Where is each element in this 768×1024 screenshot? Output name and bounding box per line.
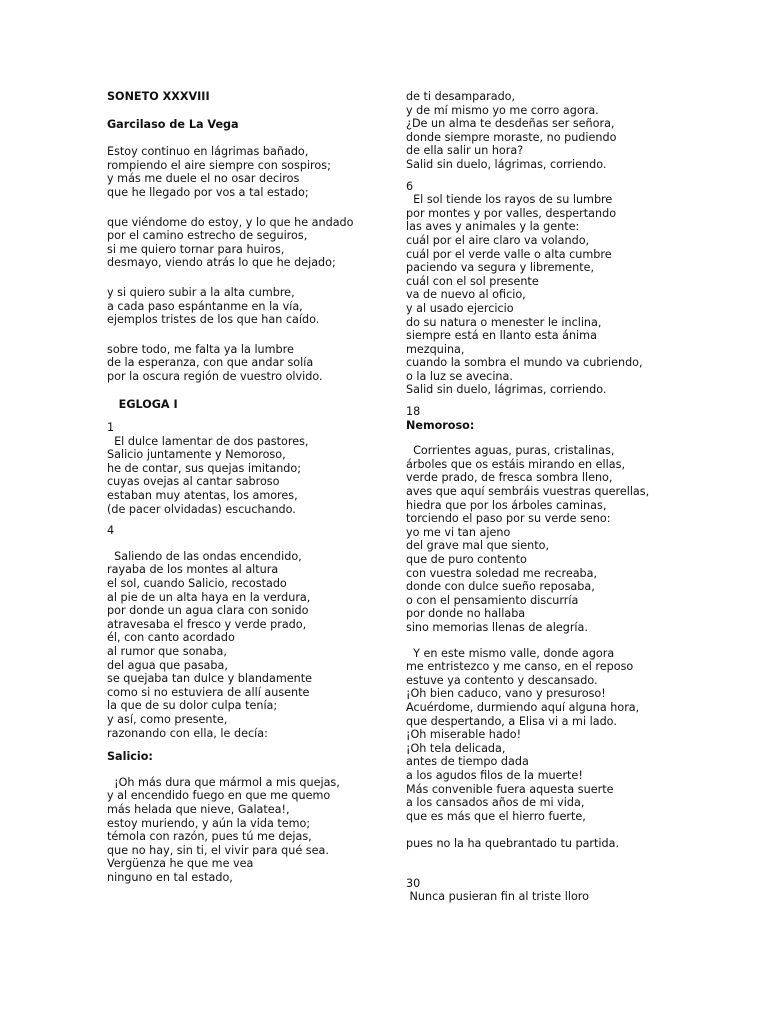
text-line: a cada paso espántanme en la vía, — [107, 299, 303, 313]
text-line: 6 — [406, 179, 414, 193]
text-line: por la oscura región de vuestro olvido. — [107, 369, 323, 383]
text-line: Corrientes aguas, puras, cristalinas, — [406, 444, 615, 458]
text-line: la que de su dolor culpa tenía; — [107, 699, 278, 713]
text-line: cuyas ovejas al cantar sabroso — [107, 475, 280, 489]
text-line: Saliendo de las ondas encendido, — [107, 549, 302, 563]
text-line: 30 — [406, 876, 421, 890]
text-line: de ella salir un hora? — [406, 144, 524, 158]
text-line: sobre todo, me falta ya la lumbre — [107, 342, 294, 356]
text-line: Acuérdome, durmiendo aquí alguna hora, — [406, 700, 640, 714]
line-spacer — [406, 635, 676, 647]
text-line: rompiendo el aire siempre con sospiros; — [107, 158, 331, 172]
text-line: más helada que nieve, Galatea!, — [107, 802, 290, 816]
text-line: yo me vi tan ajeno — [406, 525, 511, 539]
text-line: sino memorias llenas de alegría. — [406, 620, 588, 634]
heading-line: SONETO XXXVIII — [107, 90, 210, 103]
line-spacer — [107, 131, 377, 145]
text-line: cuando la sombra el mundo va cubriendo, — [406, 356, 643, 370]
text-line: o la luz se avecina. — [406, 369, 513, 383]
text-line: que no hay, sin ti, el vivir para qué sea. — [107, 843, 329, 857]
text-line: estoy muriendo, y aún la vida temo; — [107, 816, 311, 830]
text-line: y así, como presente, — [107, 712, 228, 726]
text-line: al pie de un alta haya en la verdura, — [107, 590, 311, 604]
text-line: que de puro contento — [406, 553, 527, 566]
left-text-column — [107, 90, 377, 885]
text-line: atravesaba el fresco y verde prado, — [107, 617, 307, 631]
text-line: he de contar, sus quejas imitando; — [107, 461, 302, 475]
text-line: ¡Oh tela delicada, — [406, 741, 506, 755]
heading-line: Salicio: — [107, 750, 153, 764]
text-line: cuál por el verde valle o alta cumbre — [406, 247, 612, 261]
text-line: que despertando, a Elisa vi a mi lado. — [406, 714, 617, 728]
text-line: por montes y por valles, despertando — [406, 206, 617, 220]
text-line: de la esperanza, con que andar solía — [107, 356, 314, 370]
text-line: do su natura o menester le inclina, — [406, 315, 602, 329]
text-line: por donde no hallaba — [406, 607, 526, 621]
text-line: va de nuevo al oficio, — [406, 288, 526, 302]
text-line: y al usado ejercicio — [406, 301, 514, 315]
line-spacer — [406, 397, 676, 405]
text-line: si me quiero tornar para huiros, — [107, 242, 285, 256]
text-line: 1 — [107, 421, 115, 435]
line-spacer — [406, 823, 676, 837]
text-line: torciendo el paso por su verde seno: — [406, 512, 611, 526]
line-spacer — [406, 172, 676, 180]
line-spacer — [107, 270, 377, 286]
text-line: el sol, cuando Salicio, recostado — [107, 577, 287, 591]
text-line: hiedra que por los árboles caminas, — [406, 498, 607, 512]
heading-line: Nemoroso: — [406, 418, 475, 432]
text-line: y si quiero subir a la alta cumbre, — [107, 285, 295, 299]
text-line: donde con dulce sueño reposaba, — [406, 580, 595, 594]
text-line: o con el pensamiento discurría — [406, 593, 579, 607]
text-line: cuál con el sol presente — [406, 274, 539, 288]
text-line: ¡Oh bien caduco, vano y presuroso! — [406, 687, 606, 701]
text-line: estaban muy atentas, los amores, — [107, 489, 298, 503]
text-line: donde siempre moraste, no pudiendo — [406, 130, 617, 144]
text-line: a los agudos filos de la muerte! — [406, 768, 583, 782]
text-line: desmayo, viendo atrás lo que he dejado; — [107, 256, 336, 270]
text-line: que viéndome do estoy, y lo que he andado — [107, 215, 354, 229]
text-line: y más me duele el no osar deciros — [107, 172, 300, 186]
text-line: a los cansados años de mi vida, — [406, 796, 585, 810]
text-line: aves que aquí sembráis vuestras querellas, — [406, 485, 650, 499]
line-spacer — [406, 432, 676, 444]
text-line: que he llegado por vos a tal estado; — [107, 185, 309, 199]
text-line: antes de tiempo dada — [406, 755, 529, 769]
text-line: paciendo va segura y libremente, — [406, 261, 595, 275]
text-line: Salicio juntamente y Nemoroso, — [107, 448, 286, 462]
text-line: ¡Oh más dura que mármol a mis quejas, — [107, 775, 340, 789]
line-spacer — [406, 851, 676, 877]
line-spacer — [107, 538, 377, 550]
line-spacer — [107, 764, 377, 776]
line-spacer — [107, 104, 377, 118]
text-line: Más convenible fuera aquesta suerte — [406, 782, 614, 796]
text-line: del agua que pasaba, — [107, 658, 228, 672]
text-line: las aves y animales y la gente: — [406, 220, 580, 234]
text-line: de ti desamparado, — [406, 90, 516, 103]
text-line: razonando con ella, le decía: — [107, 726, 268, 740]
text-line: Estoy continuo en lágrimas bañado, — [107, 145, 309, 159]
text-line: ejemplos tristes de los que han caído. — [107, 313, 320, 327]
line-spacer — [107, 384, 377, 398]
text-line: (de pacer olvidadas) escuchando. — [107, 502, 296, 516]
text-line: témola con razón, pues tú me dejas, — [107, 830, 312, 844]
text-line: del grave mal que siento, — [406, 539, 550, 553]
text-line: y al encendido fuego en que me quemo — [107, 789, 331, 803]
text-line: verde prado, de fresca sombra lleno, — [406, 471, 613, 485]
text-line: que es más que el hierro fuerte, — [406, 809, 586, 823]
heading-line: EGLOGA I — [107, 397, 178, 411]
text-line: Nunca pusieran fin al triste lloro — [406, 890, 590, 904]
text-line: él, con canto acordado — [107, 631, 235, 645]
text-line: 18 — [406, 405, 421, 419]
text-line: rayaba de los montes al altura — [107, 563, 279, 577]
text-line: Y en este mismo valle, donde agora — [406, 646, 615, 660]
text-line: por el camino estrecho de seguiros, — [107, 229, 308, 243]
text-line: me entristezco y me canso, en el reposo — [406, 660, 634, 674]
text-line: ¿De un alma te desdeñas ser señora, — [406, 117, 615, 131]
text-line: mezquina, — [406, 342, 465, 356]
text-line: El sol tiende los rayos de su lumbre — [406, 193, 613, 207]
text-line: siempre está en llanto esta ánima — [406, 329, 597, 343]
text-line: al rumor que sonaba, — [107, 645, 227, 658]
line-spacer — [107, 327, 377, 343]
text-line: como si no estuviera de allí ausente — [107, 685, 310, 699]
text-line: 4 — [107, 524, 115, 538]
text-line: Vergüenza he que me vea — [107, 857, 254, 871]
text-line: con vuestra soledad me recreaba, — [406, 566, 598, 580]
text-line: por donde un agua clara con sonido — [107, 604, 309, 618]
text-line: El dulce lamentar de dos pastores, — [107, 434, 309, 448]
text-line: y de mí mismo yo me corro agora. — [406, 103, 599, 117]
line-spacer — [107, 516, 377, 524]
text-line: ¡Oh miserable hado! — [406, 728, 522, 742]
text-line: pues no la ha quebrantado tu partida. — [406, 837, 620, 851]
line-spacer — [107, 740, 377, 750]
text-line: ninguno en tal estado, — [107, 870, 233, 884]
line-spacer — [107, 200, 377, 216]
text-line: árboles que os estáis mirando en ellas, — [406, 457, 626, 471]
right-text-column — [406, 90, 676, 904]
text-line: Salid sin duelo, lágrimas, corriendo. — [406, 383, 607, 397]
heading-line: Garcilaso de La Vega — [107, 117, 239, 131]
line-spacer — [107, 411, 377, 421]
text-line: Salid sin duelo, lágrimas, corriendo. — [406, 157, 607, 171]
text-line: cuál por el aire claro va volando, — [406, 233, 590, 247]
text-line: estuve ya contento y descansado. — [406, 673, 598, 687]
text-line: se quejaba tan dulce y blandamente — [107, 672, 313, 686]
